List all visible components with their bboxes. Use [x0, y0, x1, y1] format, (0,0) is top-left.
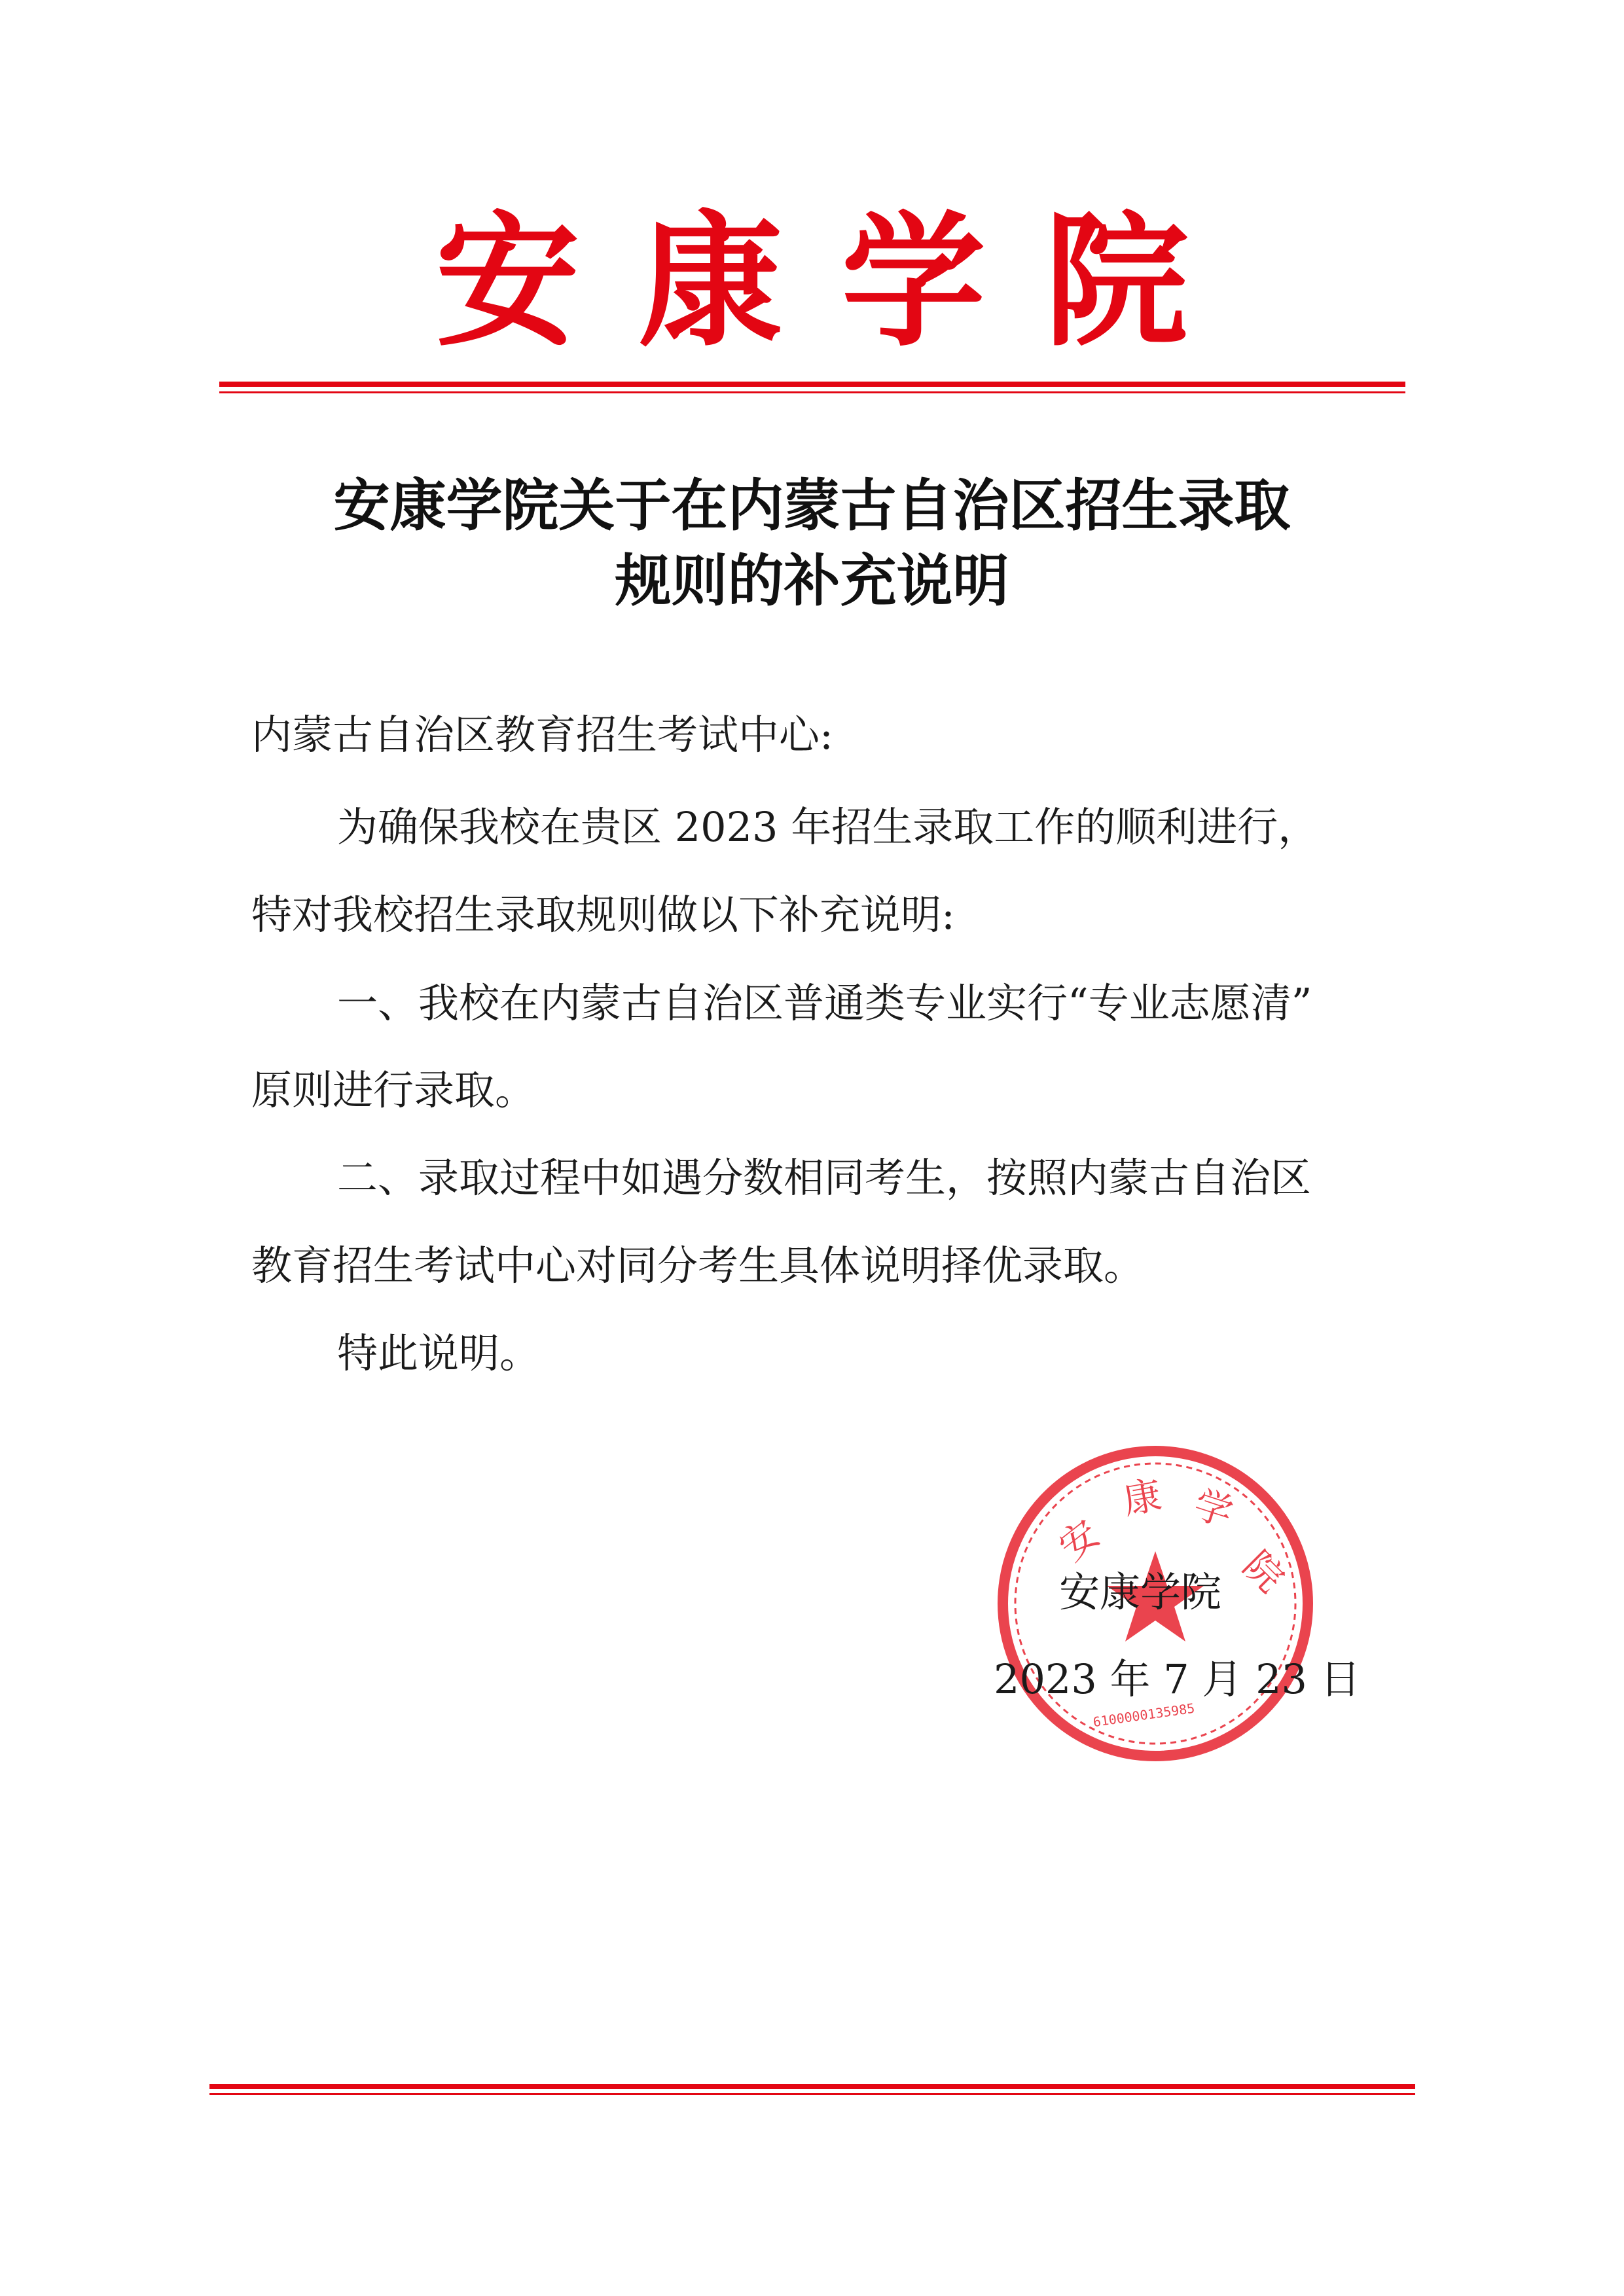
paragraph-2-line-1: 一、我校在内蒙古自治区普通类专业实行“专业志愿清” — [337, 979, 1312, 1027]
paragraph-3-line-1: 二、录取过程中如遇分数相同考生，按照内蒙古自治区 — [337, 1154, 1312, 1202]
footer-rule-thin — [209, 2093, 1415, 2095]
svg-text:康: 康 — [1119, 1472, 1165, 1523]
svg-text:6100000135985: 6100000135985 — [1092, 1700, 1196, 1731]
document-title-line-1: 安康学院关于在内蒙古自治区招生录取 — [333, 473, 1291, 539]
header-rule-thick — [219, 382, 1405, 387]
svg-text:安: 安 — [1050, 1511, 1108, 1570]
closing-remark: 特此说明。 — [337, 1329, 541, 1377]
svg-text:学: 学 — [1188, 1481, 1238, 1536]
header-rule-thin — [219, 391, 1405, 393]
signatory-name: 安康学院 — [1059, 1568, 1222, 1616]
paragraph-2-line-2: 原则进行录取。 — [251, 1066, 536, 1114]
footer-rule-thick — [209, 2084, 1415, 2089]
paragraph-1-line-1: 为确保我校在贵区 2023 年招生录取工作的顺利进行， — [337, 803, 1319, 851]
letterhead-title: 安康学院 — [435, 196, 1248, 366]
paragraph-3-line-2: 教育招生考试中心对同分考生具体说明择优录取。 — [251, 1242, 1145, 1289]
paragraph-1-line-2: 特对我校招生录取规则做以下补充说明: — [251, 891, 955, 939]
document-title-line-2: 规则的补充说明 — [615, 548, 1009, 614]
salutation: 内蒙古自治区教育招生考试中心: — [251, 711, 833, 759]
signature-date: 2023 年 7 月 23 日 — [994, 1655, 1361, 1703]
svg-text:院: 院 — [1235, 1542, 1293, 1601]
